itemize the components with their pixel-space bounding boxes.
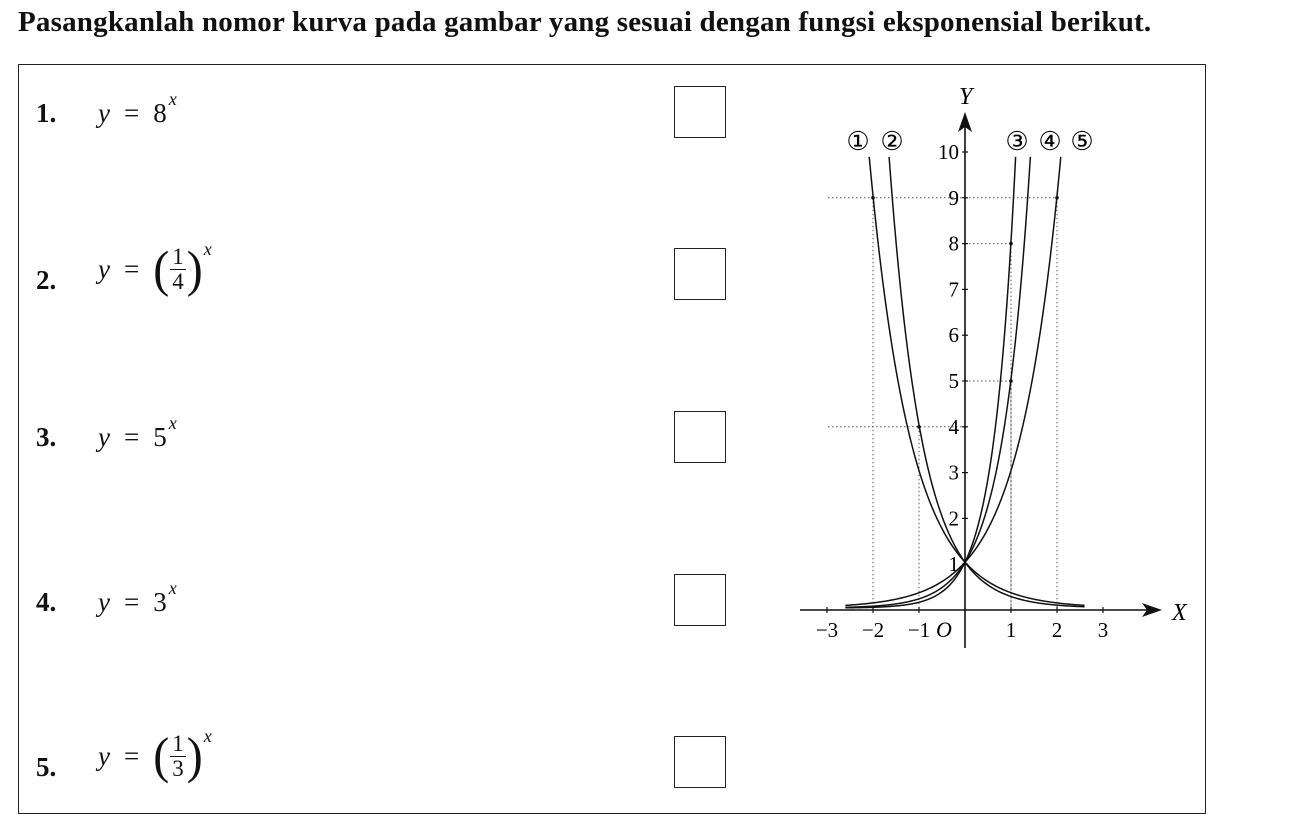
formula bbox=[98, 413, 177, 453]
formula-base: 8 bbox=[153, 98, 167, 128]
curve-label-3: ③ bbox=[1005, 127, 1029, 156]
formula-base: 3 bbox=[153, 587, 167, 617]
formula-exponent: x bbox=[203, 726, 212, 746]
x-tick-label: 3 bbox=[1097, 618, 1109, 642]
x-tick-label: −2 bbox=[861, 618, 885, 642]
fraction-denominator: 4 bbox=[172, 269, 184, 295]
formula-exponent: x bbox=[168, 89, 177, 109]
answer-box-3[interactable] bbox=[674, 411, 726, 463]
formula-equals: = bbox=[123, 422, 140, 452]
y-axis-label: Y bbox=[959, 84, 973, 110]
answer-box-1[interactable] bbox=[674, 86, 726, 138]
formula-lhs: y bbox=[98, 254, 110, 285]
x-tick-label: −1 bbox=[907, 618, 931, 642]
y-tick-label: 10 bbox=[938, 140, 959, 164]
curve-label-2: ② bbox=[880, 127, 904, 156]
curve-3 bbox=[845, 157, 1015, 608]
fraction bbox=[170, 732, 186, 781]
item-number: 2. bbox=[36, 265, 57, 295]
x-axis-label: X bbox=[1172, 600, 1187, 626]
x-tick-label: 1 bbox=[1005, 618, 1017, 642]
formula-lhs: y bbox=[98, 587, 110, 617]
y-tick-label: 1 bbox=[948, 552, 959, 577]
item-number: 5. bbox=[36, 752, 57, 782]
formula bbox=[98, 239, 212, 297]
fraction-numerator: 1 bbox=[172, 731, 184, 756]
formula-exponent: x bbox=[168, 578, 177, 598]
formula-lhs: y bbox=[98, 422, 110, 452]
y-tick-label: 4 bbox=[948, 414, 959, 439]
y-tick-label: 3 bbox=[948, 460, 959, 485]
answer-box-4[interactable] bbox=[674, 574, 726, 626]
item-number: 4. bbox=[36, 587, 57, 617]
right-paren: ) bbox=[186, 728, 203, 784]
item-number: 1. bbox=[36, 98, 57, 128]
left-paren: ( bbox=[153, 728, 170, 784]
y-tick-label: 2 bbox=[948, 506, 959, 531]
y-tick-label: 9 bbox=[948, 185, 959, 210]
y-tick-label: 5 bbox=[948, 369, 959, 393]
y-tick-label: 7 bbox=[948, 277, 959, 302]
curve-label-5: ⑤ bbox=[1070, 127, 1094, 156]
curve-label-1: ① bbox=[846, 127, 870, 156]
formula-base: 5 bbox=[153, 422, 167, 452]
formula bbox=[98, 89, 177, 129]
x-tick-label: 2 bbox=[1051, 618, 1063, 642]
fraction-denominator: 3 bbox=[172, 756, 184, 782]
exponential-graph bbox=[790, 80, 1200, 660]
curve-2 bbox=[889, 157, 1085, 607]
formula-lhs: y bbox=[98, 741, 110, 772]
formula-lhs: y bbox=[98, 98, 110, 128]
y-tick-label: 8 bbox=[948, 231, 959, 256]
left-paren: ( bbox=[153, 241, 170, 297]
answer-box-5[interactable] bbox=[674, 736, 726, 788]
formula-equals: = bbox=[123, 741, 140, 772]
formula-equals: = bbox=[123, 587, 140, 617]
fraction-numerator: 1 bbox=[172, 244, 184, 269]
formula bbox=[98, 726, 212, 784]
origin-label: O bbox=[936, 617, 952, 642]
item-number: 3. bbox=[36, 422, 57, 452]
x-tick-label: −3 bbox=[815, 618, 839, 642]
right-paren: ) bbox=[186, 241, 203, 297]
page-heading: Pasangkanlah nomor kurva pada gambar yang sesuai dengan fungsi eksponensial berikut. bbox=[18, 6, 1152, 38]
formula-equals: = bbox=[123, 98, 140, 128]
formula-exponent: x bbox=[203, 239, 212, 259]
curve-label-4: ④ bbox=[1038, 127, 1062, 156]
formula bbox=[98, 578, 177, 618]
y-tick-label: 6 bbox=[948, 323, 959, 348]
formula-exponent: x bbox=[168, 413, 177, 433]
answer-box-2[interactable] bbox=[674, 248, 726, 300]
fraction bbox=[170, 245, 186, 294]
formula-equals: = bbox=[123, 254, 140, 285]
